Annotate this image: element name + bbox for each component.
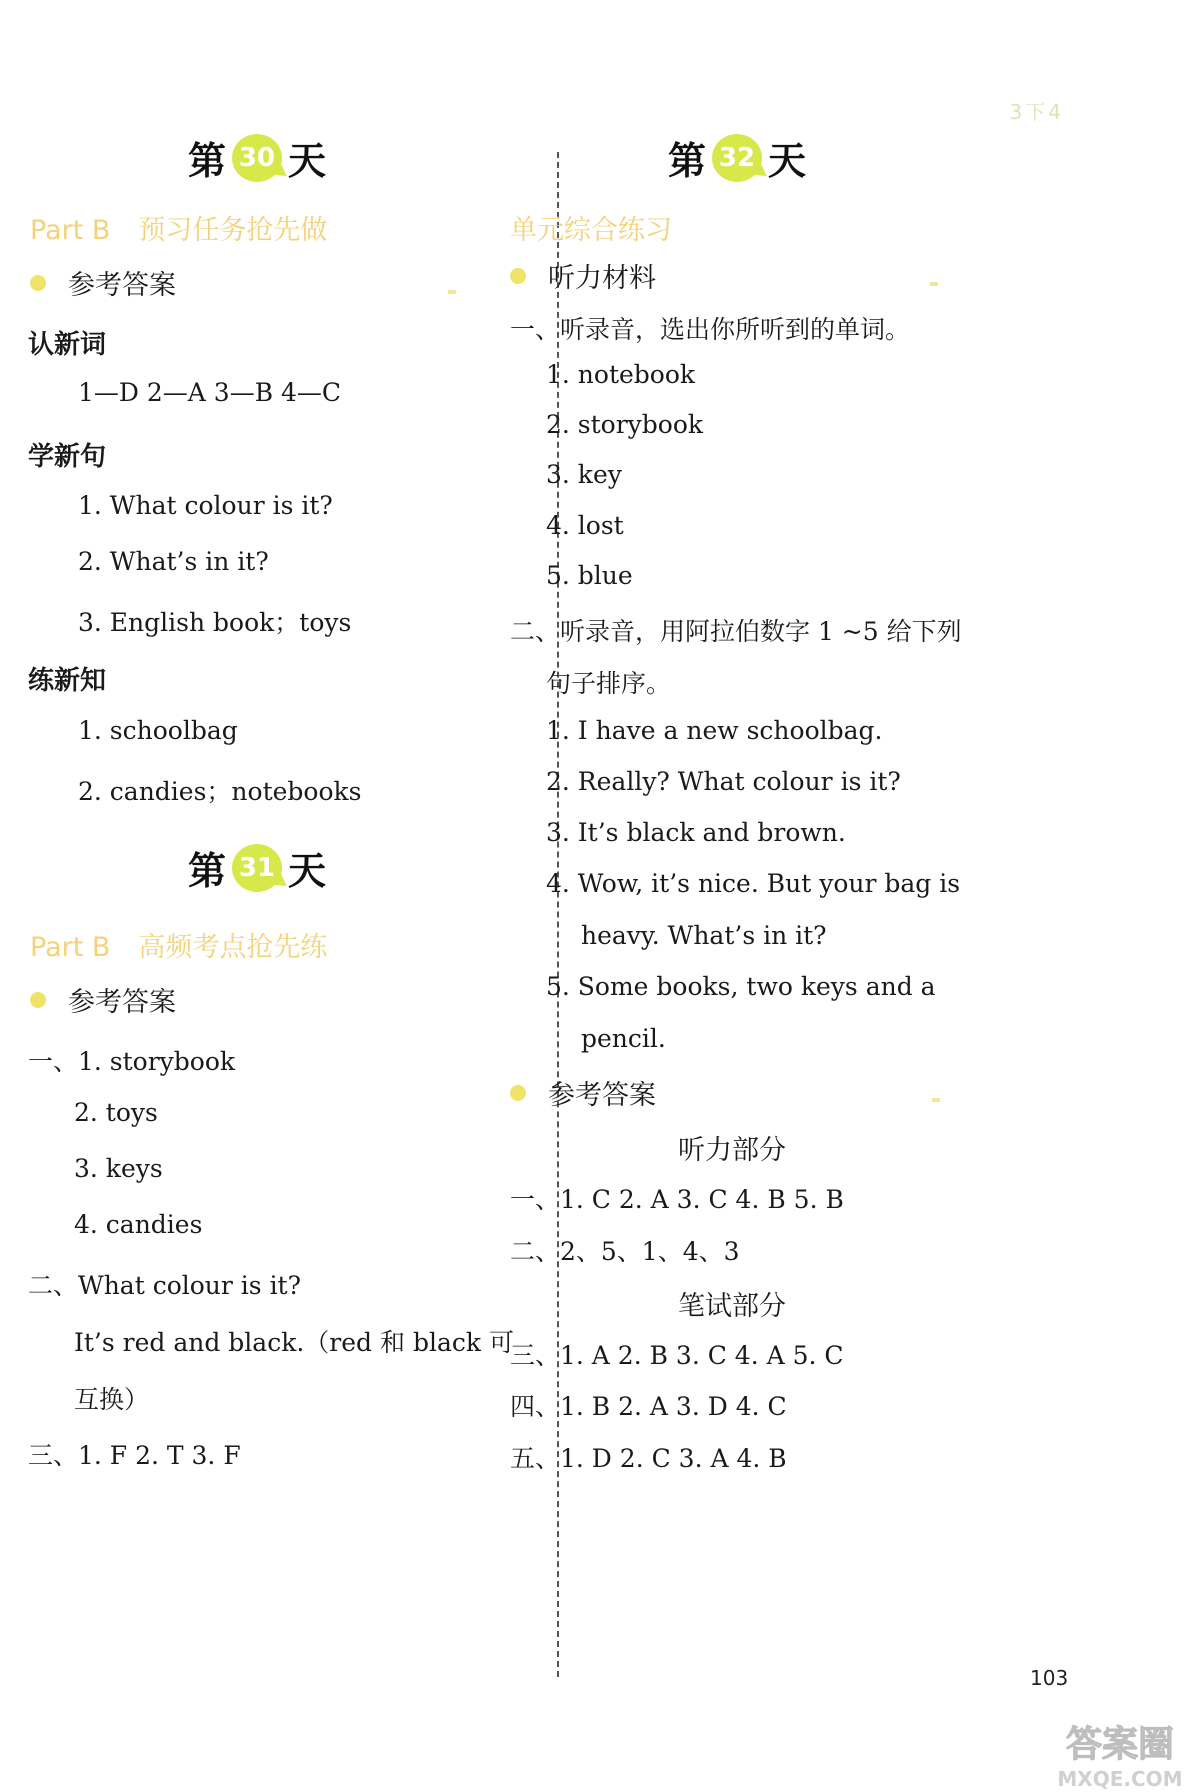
answer-heading-text: 参考答案 xyxy=(68,987,176,1018)
question-line: 二、听录音，用阿拉伯数字 1 ~5 给下列 xyxy=(510,617,962,646)
section-heading-day32: 单元综合练习 xyxy=(510,215,672,246)
list-item: pencil. xyxy=(581,1024,666,1053)
listening-heading-text: 听力材料 xyxy=(548,263,656,294)
answer-subheading xyxy=(510,1073,656,1112)
list-item: 4. Wow, it’s nice. But your bag is xyxy=(546,869,961,898)
answer-line: 三、1. A 2. B 3. C 4. A 5. C xyxy=(510,1341,844,1370)
list-item: 4. lost xyxy=(546,511,624,540)
question-line: 句子排序。 xyxy=(546,669,672,698)
list-item: 2. storybook xyxy=(546,410,704,439)
answer-line: It’s red and black.（red 和 black 可 xyxy=(74,1328,514,1357)
section-heading-day31 xyxy=(30,925,327,964)
list-item: 5. Some books, two keys and a xyxy=(546,972,936,1001)
answer-line: 二、2、5、1、4、3 xyxy=(510,1237,740,1266)
answer-line: 一、1. C 2. A 3. C 4. B 5. B xyxy=(510,1185,844,1214)
decor-dash xyxy=(932,1098,940,1102)
written-part-title: 笔试部分 xyxy=(678,1291,786,1322)
list-item: 3. It’s black and brown. xyxy=(546,818,846,847)
answer-line: 三、1. F 2. T 3. F xyxy=(28,1441,241,1470)
section-part: Part B xyxy=(30,932,111,963)
svg-text:答案圈: 答案圈 xyxy=(1065,1724,1175,1765)
list-item: 5. blue xyxy=(546,561,633,590)
day-32-title xyxy=(668,130,806,185)
day-number-badge: 32 xyxy=(712,134,762,182)
section-title: 高频考点抢先练 xyxy=(138,932,328,963)
listening-subheading xyxy=(510,256,656,295)
list-item: 1. schoolbag xyxy=(78,716,238,745)
answer-heading-text: 参考答案 xyxy=(548,1080,656,1111)
day-31-title xyxy=(188,840,326,895)
day-suffix: 天 xyxy=(288,849,327,893)
list-item: 1. What colour is it? xyxy=(78,491,333,520)
list-item: 2. What’s in it? xyxy=(78,547,269,576)
list-item: 2. candies；notebooks xyxy=(78,777,362,806)
heading-new-words: 认新词 xyxy=(28,330,107,360)
list-item: 3. key xyxy=(546,460,622,489)
answer-line: 四、1. B 2. A 3. D 4. C xyxy=(510,1392,787,1421)
answer-subheading xyxy=(30,263,176,302)
answer-line: 一、1. storybook xyxy=(28,1047,236,1076)
bullet-dot-icon xyxy=(510,268,526,284)
question-line: 一、听录音，选出你所听到的单词。 xyxy=(510,315,911,344)
decor-dash xyxy=(930,282,938,286)
section-heading-day30 xyxy=(30,208,327,247)
answer-line: 4. candies xyxy=(74,1210,203,1239)
day-prefix: 第 xyxy=(668,139,707,183)
day-suffix: 天 xyxy=(288,139,327,183)
list-item: 1. I have a new schoolbag. xyxy=(546,716,883,745)
list-item: 1. notebook xyxy=(546,360,696,389)
heading-practice: 练新知 xyxy=(28,666,107,696)
svg-text:MXQE.COM: MXQE.COM xyxy=(1057,1767,1183,1791)
heading-new-sentences: 学新句 xyxy=(28,442,107,472)
bullet-dot-icon xyxy=(510,1085,526,1101)
day-30-title xyxy=(188,130,326,185)
day-number-badge: 30 xyxy=(232,134,282,182)
day-suffix: 天 xyxy=(768,139,807,183)
list-item: 3. English book；toys xyxy=(78,608,352,637)
answer-line: 3. keys xyxy=(74,1154,163,1183)
list-item: 2. Really? What colour is it? xyxy=(546,767,901,796)
listening-part-title: 听力部分 xyxy=(678,1135,786,1166)
day-number-badge: 31 xyxy=(232,844,282,892)
decor-dash xyxy=(448,290,456,294)
list-item: heavy. What’s in it? xyxy=(581,921,827,950)
section-part: Part B xyxy=(30,215,111,246)
answer-line: 二、What colour is it? xyxy=(28,1271,302,1300)
watermark-logo xyxy=(1046,1710,1194,1792)
answer-line: 2. toys xyxy=(74,1098,158,1127)
answer-heading-text: 参考答案 xyxy=(68,270,176,301)
bullet-dot-icon xyxy=(30,992,46,1008)
answer-subheading xyxy=(30,980,176,1019)
page-corner-label: 3下4 xyxy=(1009,100,1064,124)
bullet-dot-icon xyxy=(30,275,46,291)
answer-line: 互换） xyxy=(74,1385,150,1414)
day-prefix: 第 xyxy=(188,139,227,183)
answer-line: 五、1. D 2. C 3. A 4. B xyxy=(510,1444,787,1473)
section-title: 预习任务抢先做 xyxy=(138,215,328,246)
new-words-answer: 1—D 2—A 3—B 4—C xyxy=(78,378,342,407)
page-number: 103 xyxy=(1030,1666,1069,1690)
day-prefix: 第 xyxy=(188,849,227,893)
